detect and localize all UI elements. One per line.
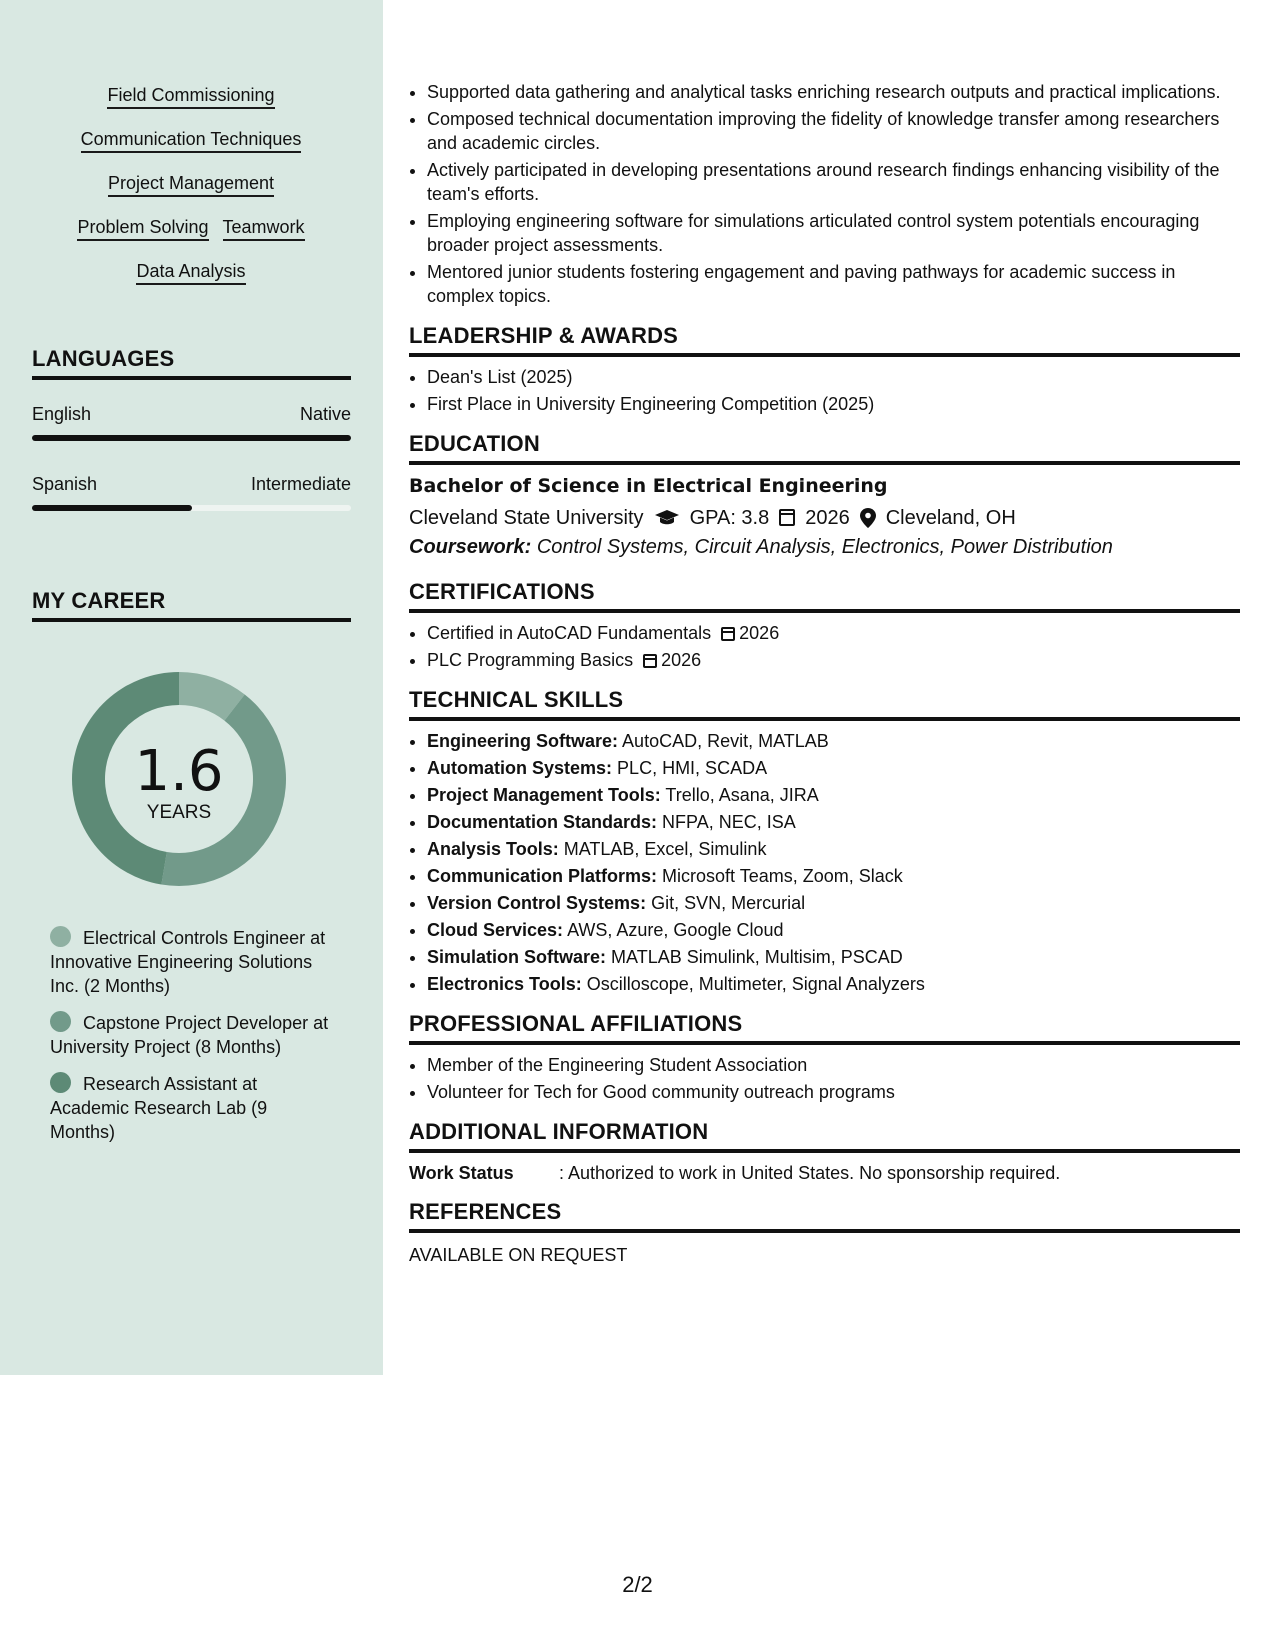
skill-tag: Problem Solving (77, 216, 208, 241)
language-bar-fill (32, 505, 192, 511)
coursework-list: Control Systems, Circuit Analysis, Electronics, Power Distribution (536, 536, 1113, 558)
technical-skill-label: Engineering Software: (427, 731, 619, 751)
references-heading: REFERENCES (409, 1199, 1240, 1233)
technical-skills-list (409, 729, 1240, 996)
technical-skill-label: Communication Platforms: (427, 866, 658, 886)
language-bar-fill (32, 435, 351, 441)
skill-tag: Field Commissioning (107, 84, 274, 109)
certification-item (427, 648, 1240, 672)
certification-item (427, 621, 1240, 645)
sidebar (0, 0, 383, 1375)
technical-skill-item (427, 918, 1240, 942)
career-donut-chart (66, 666, 292, 892)
education-details (409, 505, 1240, 531)
experience-bullet: • Composed technical documentation improving the fidelity of knowledge transfer among researchers and academic circles. (427, 107, 1240, 155)
experience-bullets (409, 80, 1240, 308)
language-bar (32, 435, 351, 441)
career-years-value: 1.6 (134, 739, 224, 804)
skill-tag: Teamwork (223, 216, 305, 241)
career-item (50, 926, 330, 998)
technical-skill-value: MATLAB, Excel, Simulink (563, 839, 767, 859)
experience-bullet: • Mentored junior students fostering engagement and paving pathways for academic success in complex topics. (427, 260, 1240, 308)
technical-skill-item (427, 837, 1240, 861)
coursework-label: Coursework: (409, 536, 532, 558)
affiliations-list (409, 1053, 1240, 1104)
work-status-row (409, 1163, 1240, 1184)
career-dot-icon (50, 1011, 71, 1032)
skill-tag: Project Management (108, 172, 274, 197)
education-location: Cleveland, OH (885, 507, 1016, 529)
languages-heading: LANGUAGES (32, 346, 351, 380)
technical-skill-label: Cloud Services: (427, 920, 564, 940)
career-list (50, 926, 330, 1157)
leadership-item: • Dean's List (2025) (427, 365, 1240, 389)
technical-skill-value: NFPA, NEC, ISA (662, 812, 796, 832)
career-item-text: Electrical Controls Engineer at Innovative Engineering Solutions Inc. (2 Months) (50, 928, 326, 996)
career-years-unit: YEARS (146, 802, 212, 823)
technical-skill-value: AWS, Azure, Google Cloud (567, 920, 784, 940)
technical-skill-item (427, 810, 1240, 834)
experience-bullet: • Employing engineering software for simulations articulated control system potentials encouraging broader project assessments. (427, 209, 1240, 257)
career-heading: MY CAREER (32, 588, 351, 622)
language-bar (32, 505, 351, 511)
work-status-value: : Authorized to work in United States. No sponsorship required. (559, 1163, 1061, 1183)
certifications-heading: CERTIFICATIONS (409, 579, 1240, 613)
affiliation-item: • Member of the Engineering Student Association (427, 1053, 1240, 1077)
technical-skill-label: Simulation Software: (427, 947, 607, 967)
skill-tag: Communication Techniques (81, 128, 302, 153)
technical-skill-value: Microsoft Teams, Zoom, Slack (662, 866, 903, 886)
certification-name: Certified in AutoCAD Fundamentals (427, 623, 712, 643)
technical-skill-item (427, 729, 1240, 753)
skills-tags (32, 84, 350, 304)
experience-bullet: • Actively participated in developing presentations around research findings enhancing visibility of the team's efforts. (427, 158, 1240, 206)
affiliation-item: • Volunteer for Tech for Good community outreach programs (427, 1080, 1240, 1104)
language-name: Spanish (32, 474, 98, 494)
calendar-icon (643, 654, 657, 668)
technical-skill-value: Git, SVN, Mercurial (651, 893, 806, 913)
technical-skill-item (427, 945, 1240, 969)
education-year: 2026 (805, 507, 850, 529)
technical-skill-label: Automation Systems: (427, 758, 613, 778)
technical-skill-item (427, 891, 1240, 915)
technical-skill-item (427, 972, 1240, 996)
certifications-list (409, 621, 1240, 672)
education-degree: Bachelor of Science in Electrical Engineering (409, 475, 888, 497)
leadership-list (409, 365, 1240, 416)
leadership-heading: LEADERSHIP & AWARDS (409, 323, 1240, 357)
certification-year: 2026 (739, 623, 780, 643)
technical-skill-item (427, 756, 1240, 780)
work-status-label: Work Status (409, 1163, 514, 1183)
technical-skill-label: Documentation Standards: (427, 812, 658, 832)
technical-skill-label: Version Control Systems: (427, 893, 647, 913)
technical-skill-label: Analysis Tools: (427, 839, 559, 859)
technical-skill-label: Electronics Tools: (427, 974, 582, 994)
technical-skill-value: Oscilloscope, Multimeter, Signal Analyzers (586, 974, 925, 994)
technical-skill-value: PLC, HMI, SCADA (617, 758, 768, 778)
career-item-text: Capstone Project Developer at University Project (8 Months) (50, 1013, 329, 1057)
career-item-text: Research Assistant at Academic Research Lab (9 Months) (50, 1074, 268, 1142)
certification-name: PLC Programming Basics (427, 650, 634, 670)
main-content (409, 80, 1240, 1266)
education-gpa: GPA: 3.8 (689, 507, 770, 529)
education-coursework (409, 536, 1240, 559)
language-level: Native (299, 404, 351, 424)
career-dot-icon (50, 1072, 71, 1093)
education-heading: EDUCATION (409, 431, 1240, 465)
additional-info-heading: ADDITIONAL INFORMATION (409, 1119, 1240, 1153)
education-school: Cleveland State University (409, 507, 644, 529)
career-item (50, 1011, 330, 1059)
language-english (32, 404, 351, 441)
page-number: 2/2 (622, 1572, 653, 1597)
location-pin-icon (860, 508, 876, 528)
references-text: AVAILABLE ON REQUEST (409, 1245, 628, 1265)
language-name: English (32, 404, 92, 424)
technical-skill-item (427, 864, 1240, 888)
language-spanish (32, 474, 351, 511)
calendar-icon (721, 627, 735, 641)
technical-skills-heading: TECHNICAL SKILLS (409, 687, 1240, 721)
technical-skill-value: Trello, Asana, JIRA (665, 785, 819, 805)
technical-skill-item (427, 783, 1240, 807)
career-dot-icon (50, 926, 71, 947)
certification-year: 2026 (661, 650, 702, 670)
calendar-icon (779, 505, 795, 531)
technical-skill-value: MATLAB Simulink, Multisim, PSCAD (611, 947, 903, 967)
technical-skill-label: Project Management Tools: (427, 785, 661, 805)
language-level: Intermediate (250, 474, 351, 494)
graduation-cap-icon (654, 509, 680, 527)
experience-bullet: • Supported data gathering and analytical tasks enriching research outputs and practical implications. (427, 80, 1240, 104)
skill-tag: Data Analysis (136, 260, 245, 285)
affiliations-heading: PROFESSIONAL AFFILIATIONS (409, 1011, 1240, 1045)
career-item (50, 1072, 330, 1144)
technical-skill-value: AutoCAD, Revit, MATLAB (622, 731, 829, 751)
leadership-item: • First Place in University Engineering Competition (2025) (427, 392, 1240, 416)
